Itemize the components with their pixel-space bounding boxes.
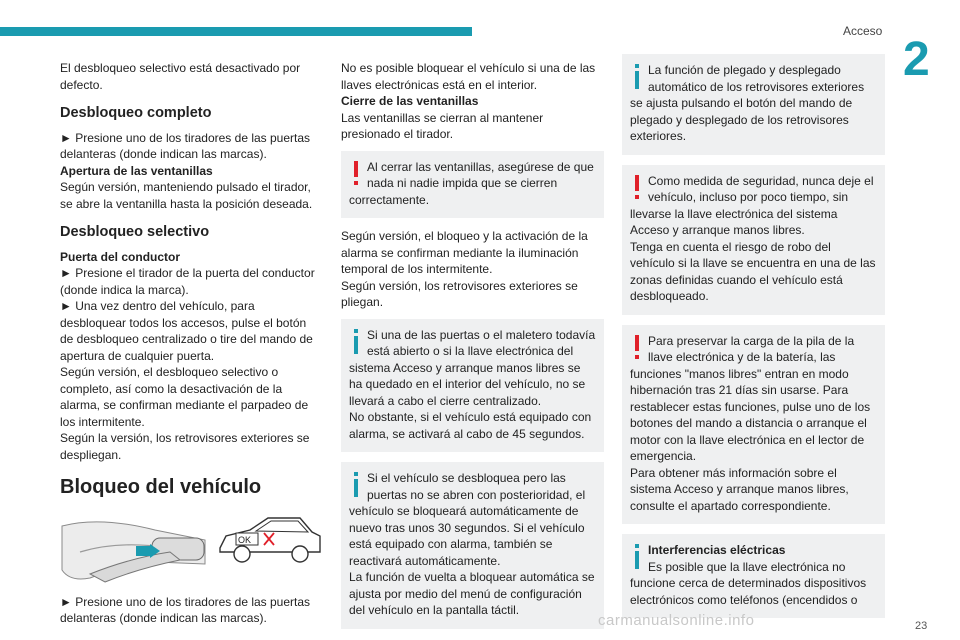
column-2 (341, 60, 604, 639)
subheading: Cierre de las ventanillas (341, 94, 479, 108)
warning-box (341, 151, 604, 219)
lock-illustration (60, 512, 318, 584)
warning-icon (630, 333, 644, 363)
info-icon (630, 62, 644, 92)
warning-icon (630, 173, 644, 203)
watermark: carmanualsonline.info (598, 612, 755, 629)
info-title: Interferencias eléctricas (648, 543, 786, 557)
info-text: No obstante, si el vehículo está equipado con alarma, se activará al cabo de 45 segundos. (349, 410, 592, 441)
paragraph: Según la versión, los retrovisores exteriores se despliegan. (60, 431, 310, 462)
warning-icon (349, 159, 363, 189)
info-icon (349, 470, 363, 500)
car-icon (216, 514, 326, 570)
paragraph: Según versión, manteniendo pulsado el tirador, se abre la ventanilla hasta la posición deseada. (60, 180, 313, 211)
column-1 (60, 60, 318, 627)
info-text: La función de plegado y desplegado automático de los retrovisores exteriores se ajusta pulsando el botón del mando de plegado y desplegado de los retrovisores exteriores. (630, 63, 865, 143)
paragraph: El desbloqueo selectivo está desactivado por defecto. (60, 61, 301, 92)
warning-box (622, 165, 885, 315)
info-text: Si una de las puertas o el maletero todavía está abierto o si la llave electrónica del sistema Acceso y arranque manos libres se ha quedado en el interior del vehículo, no se llevará a cabo el cierre centralizado. (349, 327, 596, 408)
paragraph: No es posible bloquear el vehículo si una de las llaves electrónicas está en el interior. (341, 61, 596, 92)
info-box (622, 54, 885, 155)
warning-text: Como medida de seguridad, nunca deje el vehículo, incluso por poco tiempo, sin llevarse la llave electrónica del sistema Acceso y arranque manos libres. (630, 173, 874, 237)
ok-label: OK (238, 534, 252, 545)
heading-desbloqueo-completo: Desbloqueo completo (60, 105, 212, 121)
info-text: La función de vuelta a bloquear automática se ajusta por medio del menú de configuración del vehículo en la pantalla táctil. (349, 570, 595, 617)
instruction-step: ► Presione uno de los tiradores de las puertas delanteras (donde indican las marcas). (60, 130, 311, 161)
warning-box (622, 325, 885, 525)
subheading: Apertura de las ventanillas (60, 163, 213, 178)
instruction-step: ► Una vez dentro del vehículo, para desbloquear todos los accesos, pulse el botón de desbloqueo centralizado o tire del mando de apertura de cualquier puerta. (60, 299, 313, 363)
info-icon (349, 327, 363, 357)
heading-desbloqueo-selectivo: Desbloqueo selectivo (60, 224, 210, 240)
info-text: Si el vehículo se desbloquea pero las puertas no se abren con posterioridad, el vehículo se bloqueará automáticamente de nuevo tras unos 30 segundos. Si el vehículo está equipado con alarma, también se reactivará automáticamente. (349, 471, 586, 568)
warning-text: Para preservar la carga de la pila de la llave electrónica y de la batería, las funciones "manos libres" entran en modo hibernación tras 21 días sin usarse. Para restablecer estas funciones, pulse uno de los botones del mando a distancia o arranque el motor con la llave electrónica en el lector de emergencia. (630, 333, 871, 463)
paragraph: Según versión, el desbloqueo selectivo o completo, así como la desactivación de la alarma, se confirman mediante el parpadeo de los intermitente. (60, 365, 309, 429)
info-box (341, 319, 604, 453)
subheading: Puerta del conductor (60, 249, 181, 264)
info-text: Es posible que la llave electrónica no funcione cerca de determinados dispositivos electrónicos como teléfonos (encendidos o (630, 559, 867, 607)
paragraph: Según versión, los retrovisores exteriores se pliegan. (341, 278, 578, 309)
heading-bloqueo-vehiculo: Bloqueo del vehículo (60, 476, 262, 498)
paragraph: Las ventanillas se cierran al mantener presionado el tirador. (341, 110, 544, 141)
warning-text: Para obtener más información sobre el sistema Acceso y arranque manos libres, consulte el apartado correspondiente. (630, 465, 849, 513)
instruction-step: ► Presione uno de los tiradores de las puertas delanteras (donde indican las marcas). (60, 594, 311, 625)
warning-text: Tenga en cuenta el riesgo de robo del vehículo si la llave se encuentra en una de las zonas definidas cuando el vehículo está desbloqueado. (630, 239, 876, 303)
info-box (622, 534, 885, 618)
column-3 (622, 54, 885, 628)
section-title: Acceso (843, 24, 883, 38)
page-number: 23 (915, 620, 928, 632)
header-accent-bar (0, 27, 472, 36)
chapter-number: 2 (903, 33, 930, 86)
instruction-step: ► Presione el tirador de la puerta del conductor (donde indica la marca). (60, 266, 315, 297)
paragraph: Según versión, el bloqueo y la activación de la alarma se confirman mediante la iluminación temporal de los intermitente. (341, 229, 588, 276)
warning-text: Al cerrar las ventanillas, asegúrese de que nada ni nadie impida que se cierren correctamente. (349, 159, 594, 207)
info-box (341, 462, 604, 629)
info-icon (630, 542, 644, 572)
